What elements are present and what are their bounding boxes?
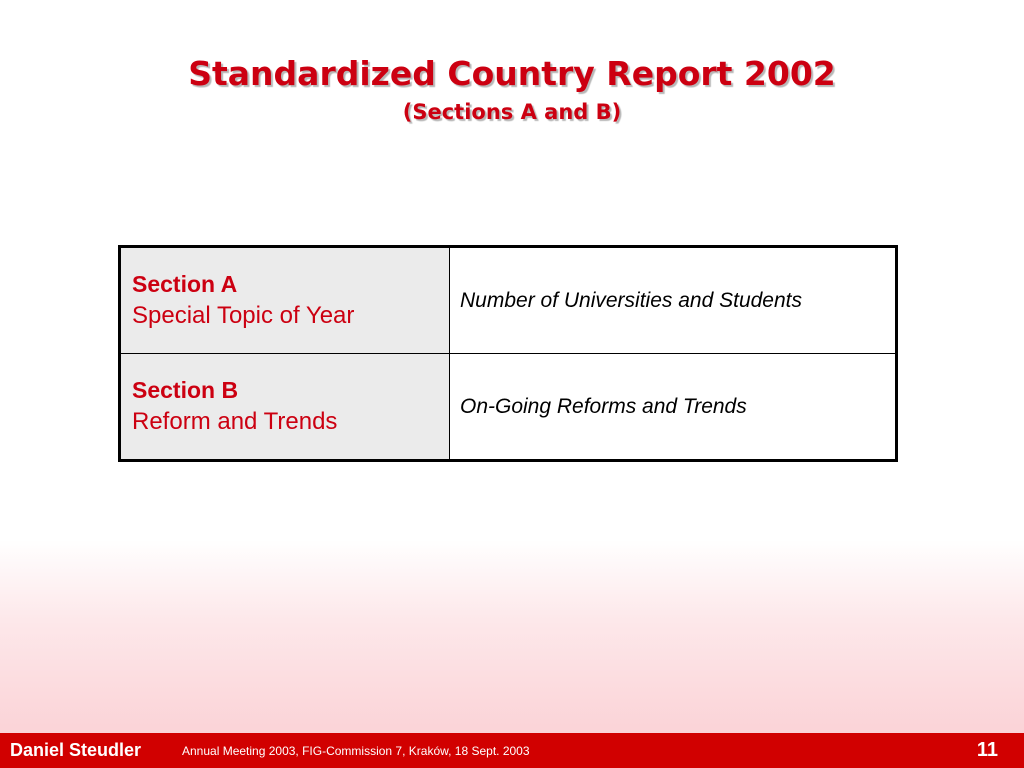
section-b-label-cell (120, 354, 450, 461)
title-block (0, 52, 1024, 126)
slide-subtitle: (Sections A and B) (402, 100, 622, 124)
table-row (120, 247, 897, 354)
footer-event: Annual Meeting 2003, FIG-Commission 7, Kraków, 18 Sept. 2003 (182, 744, 530, 758)
table-row (120, 354, 897, 461)
section-a-description: Number of Universities and Students (450, 247, 897, 354)
sections-table (118, 245, 898, 462)
footer-bar (0, 733, 1024, 768)
slide-title: Standardized Country Report 2002 (188, 54, 836, 93)
page-number: 11 (976, 739, 998, 761)
footer-author: Daniel Steudler (10, 740, 142, 760)
section-a-heading: Section A (132, 270, 238, 297)
section-a-label-cell (120, 247, 450, 354)
section-b-description: On-Going Reforms and Trends (450, 354, 897, 461)
section-a-topic: Special Topic of Year (132, 301, 355, 329)
section-b-topic: Reform and Trends (132, 407, 338, 435)
section-b-heading: Section B (132, 376, 239, 403)
